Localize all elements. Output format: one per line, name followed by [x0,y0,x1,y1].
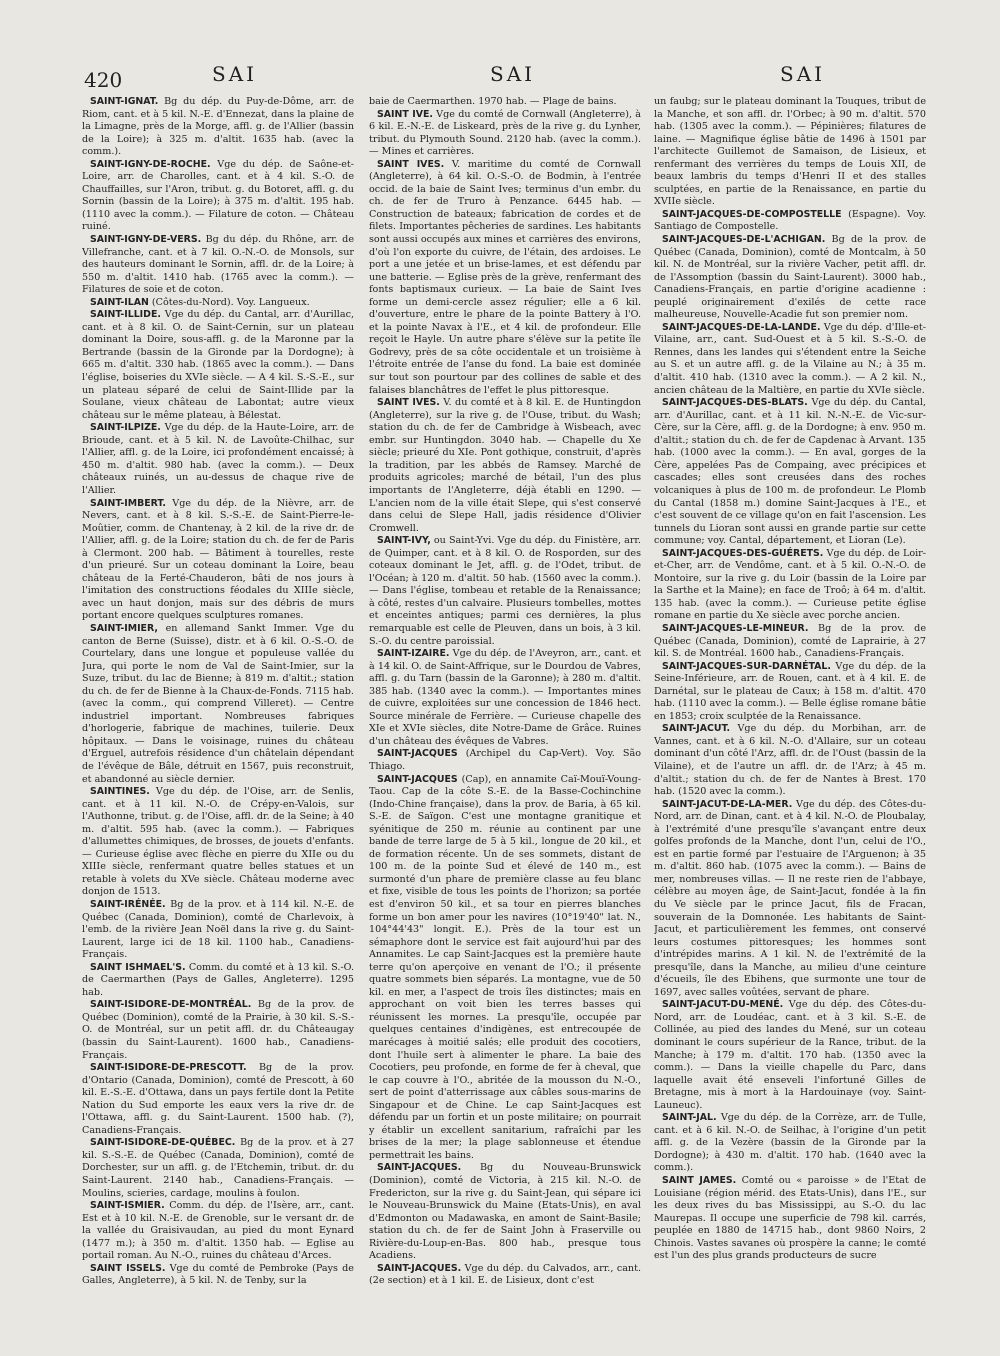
entry-headword: SAINT JAMES. [662,1175,737,1187]
entry-text: baie de Caermarthen. 1970 hab. — Plage de bains. [369,96,617,107]
entry-headword: SAINT-JACQUES. [377,1262,462,1274]
entry-text: Vge du dép. de l'Aveyron, arr., cant. et à 14 kil. O. de Saint-Affrique, sur le Dourdou de Vabres, affl. g. du Tarn (bassin de la Garonne); à 280 m. d'altit. 385 hab. (1340 avec la comm.). — Importantes mines de cuivre, exploitées sur une concession de 1846 hect. Source minérale de Ferrière. — Curieuse chapelle des XIe et XVIe siècles, dite Notre-Dame de Grâce. Ruines d'un château des évêques de Vabres. [369,648,641,747]
dictionary-entry [82,962,354,1000]
dictionary-entry [369,648,641,748]
dictionary-entry [369,1263,641,1288]
entry-text: Comm. du dép. de l'Isère, arr., cant. Est et à 10 kil. N.-E. de Grenoble, sur le versant dr. de la vallée du Graisivaudan, au pied du mont Eynard (1477 m.); à 350 m. d'altit. 1350 hab. — Eglise au portail roman. Au N.-O., ruines du château d'Arces. [82,1200,354,1262]
dictionary-entry [82,234,354,297]
entry-headword: SAINT-JACUT. [662,723,731,735]
dictionary-entry [654,209,926,234]
dictionary-entry [369,109,641,159]
entry-headword: SAINT-JACQUES. [377,1162,462,1174]
entry-text: Bg de la prov. de Québec (Dominion), comté de la Prairie, à 30 kil. S.-S.-O. de Montréal, sur un petit affl. dr. du Châteaugay (bassin du Saint-Laurent). 1600 hab., Canadiens-Français. [82,999,354,1061]
dictionary-entry [82,1137,354,1200]
dictionary-entry [82,1200,354,1263]
text-column-3 [654,96,926,1341]
dictionary-entry [654,96,926,209]
entry-headword: SAINT-JACQUES-DE-LA-LANDE. [662,321,821,333]
dictionary-entry [369,1162,641,1262]
entry-headword: SAINT-ISIDORE-DE-QUÉBEC. [90,1137,236,1149]
entry-headword: SAINT-JACQUES-DES-BLATS. [662,397,808,409]
entry-headword: SAINT-ILLIDE. [90,309,161,321]
entry-text: (Archipel du Cap-Vert). Voy. São Thiago. [369,748,641,772]
entry-headword: SAINT-JACUT-DE-LA-MER. [662,798,793,810]
entry-text: Bg du dép. du Puy-de-Dôme, arr. de Riom, cant. et à 5 kil. N.-E. d'Ennezat, dans la plaine de la Limagne, près de la Morge, affl. g. de l'Allier (bassin de la Loire); à 325 m. d'altit. 1635 hab. (avec la comm.). [82,96,354,158]
running-head-right: SAI [780,62,826,86]
entry-headword: SAINT-JAL. [662,1112,717,1124]
entry-headword: SAINT IVE. [377,108,433,120]
dictionary-entry [654,1175,926,1263]
entry-headword: SAINT-JACQUES-DES-GUÉRETS. [662,547,824,559]
entry-text: Vge du dép. de la Corrèze, arr. de Tulle, cant. et à 6 kil. N.-O. de Seilhac, à l'origine d'un petit affl. g. de la Vezère (bassin de la Gironde par la Dordogne); à 430 m. d'altit. 170 hab. (1640 avec la comm.). [654,1112,926,1174]
dictionary-entry [82,786,354,899]
dictionary-entry [654,548,926,623]
entry-text: en allemand Sankt Immer. Vge du canton de Berne (Suisse), distr. et à 6 kil. O.-S.-O. de Courtelary, dans une longue et populeuse vallée du Jura, qui porte le nom de Val de Saint-Imier, sur la Suze, tribut. du lac de Bienne; à 819 m. d'altit.; station du ch. de fer de Bienne à la Chaux-de-Fonds. 7115 hab. (avec la comm., qui comprend Villeret). — Centre industriel important. Nombreuses fabriques d'horlogerie, fabrique de machines, tuilerie. Deux hôpitaux. — Dans le voisinage, ruines du château d'Erguel, autrefois résidence d'un châtelain dépendant de l'évêque de Bâle, détruit en 1567, puis reconstruit, et abandonné au siècle dernier. [82,622,354,785]
entry-text: Comté ou « paroisse » de l'Etat de Louisiane (région mérid. des Etats-Unis), dans l'E., sur les deux rives du bas Mississippi, au S.-O. du lac Maurepas. Il occupe une superficie de 798 kil. carrés, peuplée en 1880 de 14715 hab., dont 9860 Noirs, 2 Chinois. Vastes savanes où prospère la canne; le comté est l'un des plus grands producteurs de sucre [654,1175,926,1262]
entry-text: Vge du dép. des Côtes-du-Nord, arr. de Dinan, cant. et à 4 kil. N.-O. de Ploubalay, à l'extrémité d'une presqu'île s'avançant entre deux golfes profonds de la Manche, dont l'un, celui de l'O., est en partie formé par l'estuaire de l'Arguenon; à 35 m. d'altit. 860 hab. (1075 avec la comm.). — Bains de mer, nombreuses villas. — Il ne reste rien de l'abbaye, célèbre au moyen âge, de Saint-Jacut, fondée à la fin du Ve siècle par le prince Jacut, fils de Fracan, souverain de la Domnonée. Les habitants de Saint-Jacut, et particulièrement les femmes, ont conservé leurs costumes pittoresques; les hommes sont d'intrépides marins. A 1 kil. N. de l'extrémité de la presqu'île, dans la Manche, au milieu d'une ceinture d'écueils, île des Ebihens, que surmonte une tour de 1697, avec salles voûtées, servant de phare. [654,798,926,998]
running-head-left: SAI [212,62,258,86]
entry-headword: SAINT-IZAIRE. [377,648,450,660]
dictionary-entry [654,723,926,798]
dictionary-entry [369,535,641,648]
entry-text: ou Saint-Yvi. Vge du dép. du Finistère, arr. de Quimper, cant. et à 8 kil. O. de Rosporden, sur des coteaux dominant le Jet, affl. g. de l'Odet, tribut. de l'Océan; à 120 m. d'altit. 50 hab. (1560 avec la comm.). — Dans l'église, tombeau et retable de la Renaissance; à côté, restes d'un calvaire. Plusieurs tombelles, mottes et enceintes antiques; parmi ces dernières, la plus remarquable est celle de Pleuven, dans un bois, à 3 kil. S.-O. du centre paroissial. [369,535,641,647]
dictionary-entry [654,397,926,548]
dictionary-entry [82,1062,354,1137]
entry-text: Bg de la prov. de Québec (Canada, Dominion), comté de Montcalm, à 50 kil. N. de Montréal, sur la rivière Vacher, petit affl. dr. de l'Assomption (bassin du Saint-Laurent). 3000 hab., Canadiens-Français, en partie d'origine acadienne : peuplé originairement d'exilés de cette race malheureuse, Nouvelle-Acadie fut son premier nom. [654,234,926,321]
running-head-center: SAI [490,62,536,86]
entry-text: Vge du comté de Pembroke (Pays de Galles, Angleterre), à 5 kil. N. de Tenby, sur la [82,1262,354,1287]
entry-text: Vge du dép. de Saône-et-Loire, arr. de Charolles, cant. et à 4 kil. S.-O. de Chauffailles, sur l'Aron, tribut. g. du Botoret, affl. g. du Sornin (bassin de la Loire); à 375 m. d'altit. 195 hab. (1110 avec la comm.). — Filature de coton. — Château ruiné. [82,158,354,233]
entry-text: Bg de la prov. de Québec (Canada, Dominion), comté de Laprairie, à 27 kil. S. de Montréal. 1600 hab., Canadiens-Français. [654,622,926,660]
entry-headword: SAINTINES. [90,786,150,798]
entry-text: Comm. du comté et à 13 kil. S.-O. de Caermarthen (Pays de Galles, Angleterre). 1295 hab. [82,961,354,998]
dictionary-entry [654,799,926,1000]
dictionary-entry [369,159,641,397]
entry-text: (Côtes-du-Nord). Voy. Langueux. [148,296,310,308]
entry-text: Vge du dép. de la Haute-Loire, arr. de Brioude, cant. et à 5 kil. N. de Lavoûte-Chilhac, sur l'Allier, affl. g. de la Loire, ici profondément encaissé; à 450 m. d'altit. 980 hab. (avec la comm.). — Deux châteaux ruinés, un au-dessus de chaque rive de l'Allier. [82,422,354,496]
entry-headword: SAINT-JACQUES-DE-L'ACHIGAN. [662,234,826,246]
entry-text: Vge du dép. du Morbihan, arr. de Vannes, cant. et à 6 kil. N.-O. d'Allaire, sur un coteau dominant d'un côté l'Arz, affl. dr. de l'Oust (bassin de la Vilaine), et de l'autre un affl. dr. de l'Arz; à 45 m. d'altit.; station du ch. de fer de Nantes à Brest. 170 hab. (1520 avec la comm.). [654,723,926,798]
entry-headword: SAINT-IMIER, [90,622,158,634]
dictionary-entry [654,623,926,661]
entry-text: Bg du dép. du Rhône, arr. de Villefranche, cant. et à 7 kil. O.-N.-O. de Monsols, sur des hauteurs dominant le Sornin, affl. dr. de la Loire; à 550 m. d'altit. 1410 hab. (1765 avec la comm.). — Filatures de soie et de coton. [82,234,354,296]
entry-headword: SAINT-JACQUES-LE-MINEUR. [662,622,809,634]
entry-text: Vge du dép. du Cantal, arr. d'Aurillac, cant. et à 8 kil. O. de Saint-Cernin, sur un plateau dominant la Doire, sous-affl. g. de la Maronne par la Bertrande (bassin de la Gironde par la Dordogne); à 665 m. d'altit. 330 hab. (1865 avec la comm.). — Dans l'église, boiseries du XVIe siècle. — A 4 kil. S.-S.-E., sur un plateau séparé de celui de Saint-Illide par la Soulane, vieux château de Labontat; autre vieux château sur le même plateau, à Bélestat. [82,309,354,421]
entry-headword: SAINT-JACQUES-DE-COMPOSTELLE [662,208,842,220]
dictionary-entry [82,422,354,497]
entry-text: Vge du dép. de la Seine-Inférieure, arr. de Rouen, cant. et à 4 kil. E. de Darnétal, sur le plateau de Caux; à 158 m. d'altit. 470 hab. (1110 avec la comm.). — Belle église romane bâtie en 1853; croix sculptée de la Renaissance. [654,660,926,722]
dictionary-entry [654,1112,926,1175]
entry-text: V. maritime du comté de Cornwall (Angleterre), à 64 kil. O.-S.-O. de Bodmin, à l'entrée occid. de la baie de Saint Ives; terminus d'un embr. du ch. de fer de Truro à Penzance. 6445 hab. — Construction de bateaux; fabrication de cordes et de filets. Importantes pêcheries de sardines. Les habitants sont aussi occupés aux mines et carrières des environs, d'où l'on exporte du cuivre, de l'étain, des ardoises. Le port a une jetée et un brise-lames, et est défendu par une batterie. — Eglise près de la grève, renfermant des fonts baptismaux curieux. — La baie de Saint Ives forme un demi-cercle assez régulier; elle a 6 kil. d'ouverture, entre le phare de la pointe Battery à l'O. et la pointe Navax à l'E., et 4 kil. de profondeur. Elle reçoit le Hayle. Un autre phare s'élève sur la petite île Godrevy, près de sa côte occidentale et un troisième à l'étroite entrée de l'anse du fond. La baie est dominée sur tout son pourtour par des collines de sable et des falaises blanchâtres de l'effet le plus pittoresque. [369,158,641,396]
entry-text: Vge du dép. du Calvados, arr., cant. (2e section) et à 1 kil. E. de Lisieux, dont c'est [369,1262,641,1287]
entry-text: Vge du dép. de la Nièvre, arr. de Nevers, cant. et à 8 kil. S.-S.-E. de Saint-Pierre-le-Moûtier, comm. de Chantenay, à 2 kil. de la rive dr. de l'Allier, affl. g. de la Loire; station du ch. de fer de Paris à Clermont. 200 hab. — Bâtiment à tourelles, reste d'un prieuré. Sur un coteau dominant la Loire, beau château de la Ferté-Chauderon, bâti de nos jours à l'imitation des constructions féodales du XIIIe siècle, avec un haut donjon, mais sur des débris de murs portant encore quelques sculptures romanes. [82,497,354,622]
dictionary-entry [82,96,354,159]
entry-headword: SAINT-JACQUES [377,748,458,760]
dictionary-entry [82,309,354,422]
entry-text: Vge du dép. d'Ille-et-Vilaine, arr., cant. Sud-Ouest et à 5 kil. S.-S.-O. de Rennes, dans les landes qui s'étendent entre la Seiche au S. et un autre affl. g. de la Vilaine au N.; à 35 m. d'altit. 410 hab. (1310 avec la comm.). — A 2 kil. N., ancien château de la Maltière, en partie du XVIe siècle. [654,321,926,396]
entry-headword: SAINT-ILAN [90,296,149,308]
entry-text: Bg de la prov. et à 114 kil. N.-E. de Québec (Canada, Dominion), comté de Charlevoix, à l'emb. de la rivière Jean Noël dans la rive g. du Saint-Laurent, large ici de 18 kil. 1100 hab., Canadiens-Français. [82,899,354,961]
entry-text: Bg du Nouveau-Brunswick (Dominion), comté de Victoria, à 215 kil. N.-O. de Fredericton, sur la rive g. du Saint-Jean, qui sépare ici le Nouveau-Brunswick du Maine (Etats-Unis), en aval d'Edmonton ou Madawaska, en amont de Saint-Basile; station du ch. de fer de Saint John à Fraserville ou Rivière-du-Loup-en-Bas. 800 hab., presque tous Acadiens. [369,1162,641,1262]
entry-headword: SAINT-ILPIZE. [90,422,161,434]
page-number: 420 [84,68,123,92]
entry-headword: SAINT-IVY, [377,535,431,547]
dictionary-entry [82,623,354,786]
dictionary-entry [654,322,926,397]
entry-headword: SAINT-IRÉNÉE. [90,899,166,910]
dictionary-entry [654,999,926,1112]
text-column-2 [369,96,641,1341]
dictionary-entry [369,397,641,535]
entry-headword: SAINT-IGNAT. [90,96,159,107]
entry-headword: SAINT-ISMIER. [90,1200,165,1212]
entry-text: (Espagne). Voy. Santiago de Compostelle. [654,208,926,233]
entry-text: Vge du dép. de l'Oise, arr. de Senlis, cant. et à 11 kil. N.-O. de Crépy-en-Valois, sur l'Authonne, tribut. g. de l'Oise, affl. dr. de la Seine; à 40 m. d'altit. 595 hab. (avec la comm.). — Fabriques d'allumettes chimiques, de brosses, de jouets d'enfants. — Curieuse église avec flèche en pierre du XIIe ou du XIIIe siècle, renfermant quatre belles statues et un retable à volets du XVe siècle. Château moderne avec donjon de 1513. [82,786,354,898]
dictionary-entry [82,899,354,962]
dictionary-entry [654,661,926,724]
entry-headword: SAINT-ISIDORE-DE-PRESCOTT. [90,1062,247,1074]
page-header [0,62,1000,92]
dictionary-entry [369,774,641,1163]
dictionary-entry [82,297,354,310]
entry-text: V. du comté et à 8 kil. E. de Huntingdon (Angleterre), sur la rive g. de l'Ouse, tribut. du Wash; station du ch. de fer de Cambridge à Wisbeach, avec embr. sur Huntingdon. 3040 hab. — Chapelle du Xe siècle; prieuré du XIe. Pont gothique, construit, d'après la tradition, par les abbés de Ramsey. Marché de produits agricoles; marché de bétail, l'un des plus importants de l'Angleterre, déjà établi en 1290. — L'ancien nom de la ville était Slepe, qui s'est conservé dans celui de Slepe Hall, jadis résidence d'Olivier Cromwell. [369,397,641,534]
entry-headword: SAINT-IGNY-DE-VERS. [90,234,202,246]
entry-headword: SAINT-JACUT-DU-MENÉ. [662,999,784,1011]
entry-headword: SAINT ISHMAEL'S. [90,961,186,973]
entry-text: Bg de la prov. et à 27 kil. S.-S.-E. de Québec (Canada, Dominion), comté de Dorchester, sur un affl. g. de l'Etchemin, tribut. dr. du Saint-Laurent. 2140 hab., Canadiens-Français. — Moulins, scieries, cardage, moulins à foulon. [82,1137,354,1199]
entry-headword: SAINT IVES. [377,158,445,170]
entry-text: Vge du dép. des Côtes-du-Nord, arr. de Loudéac, cant. et à 3 kil. S.-E. de Collinée, au pied des landes du Mené, sur un coteau dominant le cours supérieur de la Rance, tribut. de la Manche; à 179 m. d'altit. 170 hab. (1350 avec la comm.). — Dans la vieille chapelle du Parc, dans laquelle avait été enseveli l'infortuné Gilles de Bretagne, mis à mort à la Hardouinaye (voy. Saint-Launeuc). [654,999,926,1111]
entry-headword: SAINT-IGNY-DE-ROCHE. [90,158,211,170]
dictionary-entry [82,159,354,234]
dictionary-entry [369,748,641,773]
entry-headword: SAINT-IMBERT. [90,497,166,509]
entry-text: Vge du comté de Cornwall (Angleterre), à 6 kil. E.-N.-E. de Liskeard, près de la rive g. du Lynher, tribut. du Plymouth Sound. 2120 hab. (avec la comm.). — Mines et carrières. [369,108,641,158]
dictionary-entry [82,999,354,1062]
entry-text: Vge du dép. du Cantal, arr. d'Aurillac, cant. et à 11 kil. N.-N.-E. de Vic-sur-Cère, sur la Cère, affl. g. de la Dordogne; à env. 950 m. d'altit.; station du ch. de fer de Capdenac à Arvant. 135 hab. (1000 avec la comm.). — En aval, gorges de la Cère, appelées Pas de Compaing, avec précipices et cascades; elles sont creusées dans des roches volcaniques à plus de 100 m. de profondeur. Le Plomb du Cantal (1858 m.) domine Saint-Jacques à l'E., et c'est souvent de ce village qu'on en fait l'ascension. Les tunnels du Lioran sont aussi en grande partie sur cette commune; voy. Cantal, département, et Lioran (Le). [654,397,926,547]
entry-text: Vge du dép. de Loir-et-Cher, arr. de Vendôme, cant. et à 5 kil. O.-N.-O. de Montoire, sur la rive g. du Loir (bassin de la Loire par la Sarthe et la Maine); en face de Troô; à 64 m. d'altit. 135 hab. (avec la comm.). — Curieuse petite église romane en partie du Xe siècle avec porche ancien. [654,547,926,622]
entry-text: un faubg; sur le plateau dominant la Touques, tribut de la Manche, et son affl. dr. l'Orbec; à 90 m. d'altit. 570 hab. (1305 avec la comm.). — Pépinières; filatures de laine. — Magnifique église bâtie de 1496 à 1501 par l'architecte Guillemot de Samaison, de Lisieux, et renfermant des verrières du temps de Louis XII, de beaux lambris du temps d'Henri II et des stalles sculptées, en partie de la Renaissance, en partie du XVIIe siècle. [654,96,926,208]
entry-text: (Cap), en annamite Caï-Mouï-Voung-Taou. Cap de la côte S.-E. de la Basse-Cochinchine (Indo-Chine française), dans la prov. de Baria, à 65 kil. S.-E. de Saïgon. C'est une montagne granitique et syénitique de 250 m. réunie au continent par une bande de terre large de 5 à 5 kil., longue de 20 kil., et de formation récente. Un de ses sommets, distant de 100 m. de la pointe Sud et élevé de 140 m., est surmonté d'un phare de première classe au feu blanc et fixe, visible de tous les points de l'horizon; sa portée est d'environ 50 kil., et sa tour en pierres blanches forme un bon amer pour les navires (10°19'40" lat. N., 104°44'43" longit. E.). Près de la tour est un sémaphore dont le service est fait aujourd'hui par des Annamites. Le cap Saint-Jacques est la première haute terre qu'on aperçoive en venant de l'O.; il présente quatre sommets bien séparés. La montagne, vue de 50 kil. en mer, a l'aspect de trois îles distinctes; mais en approchant on voit bien les terres basses qui réunissent les mornes. La presqu'île, occupée par quelques centaines d'indigènes, est entrecoupée de marécages à moitié salés; elle produit des cocotiers, dont l'huile sert à alimenter le phare. La baie des Cocotiers, peu profonde, en forme de fer à cheval, que le cap couvre à l'O., abritée de la mousson du N.-O., sert de point d'atterrissage aux câbles sous-marins de Singapour et de Chine. Le cap Saint-Jacques est défendu par un fortin et un poste militaire; on pourrait y établir un excellent sanitarium, rafraîchi par les brises de la mer; la plage sablonneuse et étendue permettrait les bains. [369,773,641,1161]
dictionary-entry [82,1263,354,1288]
entry-headword: SAINT-JACQUES [377,773,458,785]
text-column-1 [82,96,354,1341]
dictionary-entry [654,234,926,322]
entry-headword: SAINT IVES. [377,397,440,409]
entry-text: Bg de la prov. d'Ontario (Canada, Dominion), comté de Prescott, à 60 kil. E.-S.-E. d'Ottawa, dans un pays fertile dont la Petite Nation du Sud emporte les eaux vers la rive dr. de l'Ottawa, affl. g. du Saint-Laurent. 1500 hab. (?), Canadiens-Français. [82,1062,354,1136]
entry-headword: SAINT-JACQUES-SUR-DARNÉTAL. [662,660,831,672]
dictionary-entry [369,96,641,109]
entry-headword: SAINT-ISIDORE-DE-MONTRÉAL. [90,999,252,1011]
entry-headword: SAINT ISSELS. [90,1262,166,1274]
dictionary-entry [82,498,354,623]
